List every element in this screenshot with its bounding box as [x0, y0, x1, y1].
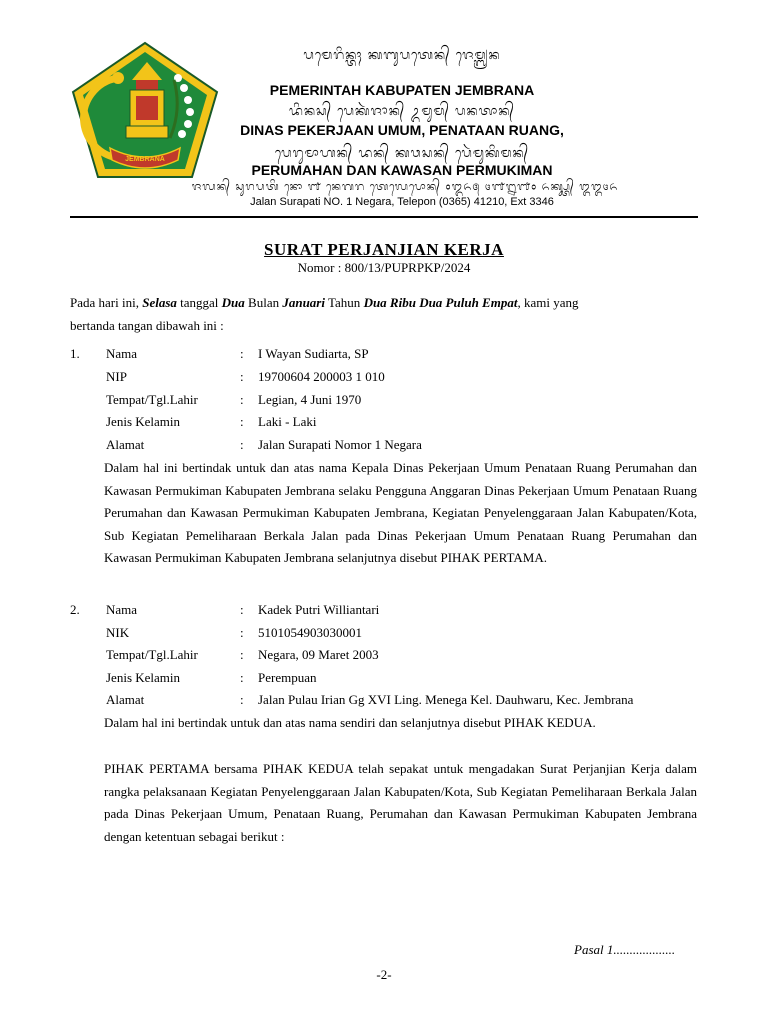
party-1-value: Laki - Laki — [258, 414, 317, 429]
party-1-value: Jalan Surapati Nomor 1 Negara — [258, 437, 422, 452]
colon: : — [240, 692, 244, 707]
intro-text: tanggal — [180, 295, 219, 310]
party-1-value: I Wayan Sudiarta, SP — [258, 346, 369, 361]
intro-paragraph — [70, 292, 697, 337]
colon: : — [240, 392, 244, 407]
letterhead-government: PEMERINTAH KABUPATEN JEMBRANA — [269, 82, 535, 98]
intro-text: Pada hari ini, — [70, 295, 139, 310]
intro-month: Januari — [282, 295, 325, 310]
intro-text: Tahun — [328, 295, 361, 310]
party-1-label: Nama — [106, 346, 138, 361]
intro-text: Bulan — [248, 295, 280, 310]
letterhead-department: DINAS PEKERJAAN UMUM, PENATAAN RUANG, — [240, 122, 564, 138]
intro-date: Dua — [221, 295, 245, 310]
party-1-label: Tempat/Tgl.Lahir — [106, 392, 198, 407]
letterhead-division: PERUMAHAN DAN KAWASAN PERMUKIMAN — [251, 162, 553, 178]
party-1-value: 19700604 200003 1 010 — [258, 369, 385, 384]
party-2-label: Alamat — [106, 692, 145, 707]
colon: : — [240, 346, 244, 361]
party-1-number: 1. — [70, 346, 80, 361]
party-1-value: Legian, 4 Juni 1970 — [258, 392, 362, 407]
letterhead-bali-line-3: ᬧᬾᬭᬸᬫᬵᬳᬦ᭄ ᬤᬦ᭄ ᬓᬯᬲᬦ᭄ ᬧᬾᬃᬫᬸᬓᬶᬫᬦ᭄ — [274, 146, 530, 161]
party-1-label: Jenis Kelamin — [106, 414, 181, 429]
colon: : — [240, 602, 244, 617]
party-2-label: Tempat/Tgl.Lahir — [106, 647, 198, 662]
colon: : — [240, 369, 244, 384]
party-1-label: Alamat — [106, 437, 145, 452]
party-1-description: Dalam hal ini bertindak untuk dan atas nama Kepala Dinas Pekerjaan Umum Penataan Ruang Perumahan dan Kawasan Permukiman Kabupaten Jembrana selaku Pengguna Anggaran Dinas Pekerjaan Umum Penataan Ruang Perumahan dan Kawasan Permukiman Kabupaten Jembrana, Kegiatan Penyelenggaraan Jalan Kabupaten/Kota, Sub Kegiatan Pemeliharaan Berkala Jalan pada Dinas Pekerjaan Umum Penataan Ruang Perumahan dan Kawasan Permukiman Kabupaten Jembrana selanjutnya disebut PIHAK PERTAMA. — [104, 460, 697, 565]
intro-year: Dua Ribu Dua Puluh Empat — [363, 295, 518, 310]
party-2-value: Negara, 09 Maret 2003 — [258, 647, 379, 662]
colon: : — [240, 670, 244, 685]
party-2-description: Dalam hal ini bertindak untuk dan atas nama sendiri dan selanjutnya disebut PIHAK KEDUA. — [104, 715, 596, 730]
party-2-value: Perempuan — [258, 670, 317, 685]
letterhead-divider — [70, 216, 698, 218]
next-page-pasal: Pasal 1................... — [574, 942, 676, 957]
colon: : — [240, 625, 244, 640]
party-2-value: Jalan Pulau Irian Gg XVI Ling. Menega Kel. Dauhwaru, Kec. Jembrana — [258, 692, 634, 707]
document-number: Nomor : 800/13/PUPRPKP/2024 — [297, 260, 471, 275]
jembrana-regency-logo — [70, 40, 220, 180]
logo-text: JEMBRANA — [125, 156, 165, 163]
party-2-value: Kadek Putri Williantari — [258, 602, 380, 617]
page-number: -2- — [376, 967, 392, 982]
party-1-label: NIP — [106, 369, 127, 384]
letterhead-bali-address: ᬚᬮᬦ᭄ ᬲᬸᬭᬧᬢᬶ ᬦᭀ ᭑ ᬦᬾᬕᬭ ᬢᬾᬮᬾᬧᭀᬦ᭄ ᭐᭓᭖᭕ ᭔᭑᭒᭑᭐ ᬏᬓ᭄ᬲ᭄ᬢ᭄ ᭓᭓᭔᭖ — [191, 180, 619, 193]
document-title: SURAT PERJANJIAN KERJA — [264, 240, 504, 259]
colon: : — [240, 647, 244, 662]
colon: : — [240, 414, 244, 429]
colon: : — [240, 437, 244, 452]
party-2-label: NIK — [106, 625, 130, 640]
party-2-number: 2. — [70, 602, 80, 617]
party-2-label: Jenis Kelamin — [106, 670, 181, 685]
intro-day: Selasa — [142, 295, 177, 310]
agreement-paragraph: PIHAK PERTAMA bersama PIHAK KEDUA telah sepakat untuk mengadakan Surat Perjanjian Kerja dalam rangka pelaksanaan Kegiatan Penyelenggaraan Jalan Kabupaten/Kota, Sub Kegiatan Pemeliharaan Berkala Jalan pada Dinas Pekerjaan Umum, Penataan Ruang, Perumahan dan Kawasan Permukiman Kabupaten Jembrana dengan ketentuan sebagai berikut : — [104, 761, 697, 844]
party-2-label: Nama — [106, 602, 138, 617]
party-2-value: 5101054903030001 — [258, 625, 362, 640]
letterhead-bali-line-2: ᬤᬶᬦᬲ᭄ ᬧᬾᬓᬃᬚᬵᬦ᭄ ᬉᬫᬸᬫ᭄ ᬧᬦᬢᬵᬦ᭄ — [289, 104, 515, 119]
intro-text: , kami yang — [517, 295, 579, 310]
letterhead-address: Jalan Surapati NO. 1 Negara, Telepon (0365) 41210, Ext 3346 — [250, 196, 554, 208]
letterhead-bali-line-1: ᬧᬫᬾᬭᬶᬦ᭄ᬢᬄ ᬓᬩᬸᬧᬢᬾᬦ᭄ ᬚᬾᬫ᭄ᬩ᭄ᬭᬦ — [303, 48, 501, 63]
intro-text: bertanda tangan dibawah ini : — [70, 317, 224, 333]
